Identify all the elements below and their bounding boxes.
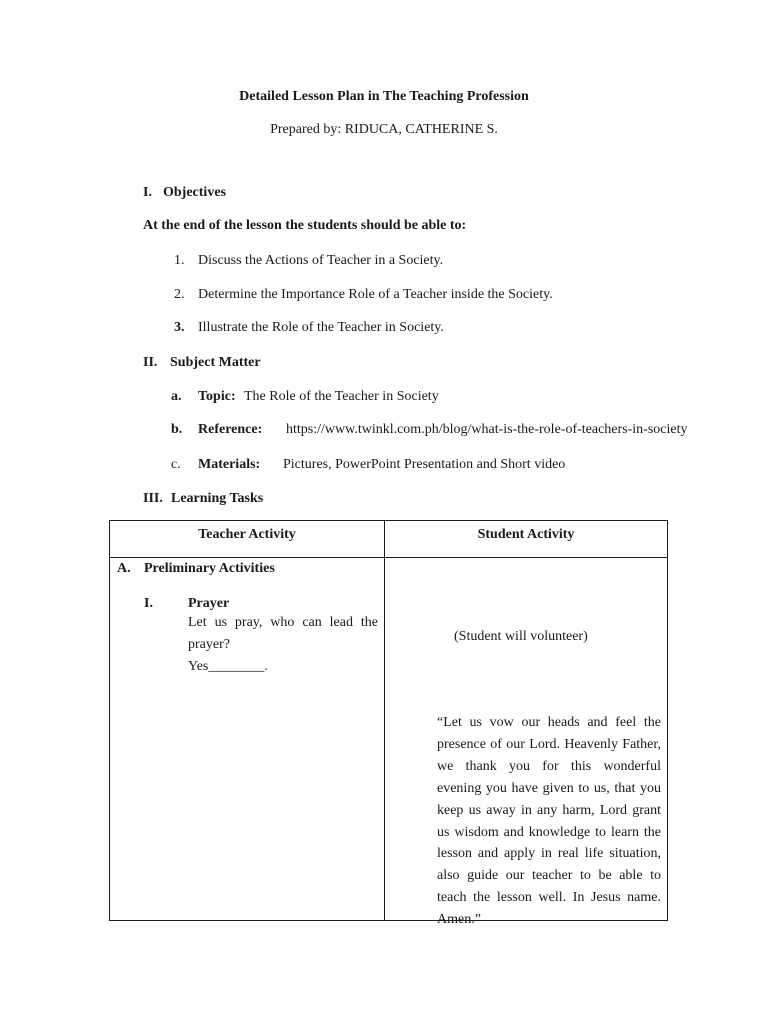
- learning-tasks-heading: Learning Tasks: [171, 491, 264, 506]
- student-activity-cell: [385, 558, 668, 928]
- teacher-activity-header: Teacher Activity: [198, 527, 296, 542]
- objective-2-number: 2.: [174, 287, 185, 302]
- topic-value: The Role of the Teacher in Society: [244, 389, 439, 404]
- learning-tasks-table: [109, 520, 668, 928]
- topic-label: Topic:: [198, 389, 236, 404]
- prepared-by: Prepared by: RIDUCA, CATHERINE S.: [270, 122, 498, 137]
- topic-marker: a.: [171, 389, 182, 404]
- teacher-activity-cell: [110, 558, 385, 921]
- subsection-title: Prayer: [188, 596, 230, 611]
- objective-2-text: Determine the Importance Role of a Teacher inside the Society.: [198, 287, 553, 302]
- student-volunteer: (Student will volunteer): [454, 629, 588, 644]
- learning-tasks-number: III.: [143, 491, 163, 506]
- objective-3-number: 3.: [174, 320, 185, 335]
- document-title: Detailed Lesson Plan in The Teaching Profession: [239, 89, 529, 104]
- objective-1-number: 1.: [174, 253, 185, 268]
- objective-3-text: Illustrate the Role of the Teacher in Society.: [198, 320, 444, 335]
- student-activity-header-cell: [385, 521, 668, 558]
- reference-label: Reference:: [198, 422, 263, 437]
- teacher-activity-header-cell: [110, 521, 385, 558]
- teacher-prompt-block: [188, 612, 378, 678]
- materials-label: Materials:: [198, 457, 261, 472]
- section-marker: A.: [117, 561, 131, 576]
- subsection-marker: I.: [144, 596, 153, 611]
- materials-value: Pictures, PowerPoint Presentation and Short video: [283, 457, 566, 472]
- student-activity-header: Student Activity: [477, 527, 575, 542]
- teacher-yes: Yes________.: [188, 659, 268, 674]
- objectives-number: I.: [143, 185, 152, 200]
- materials-marker: c.: [171, 457, 181, 472]
- reference-link[interactable]: https://www.twinkl.com.ph/blog/what-is-the-role-of-teachers-in-society: [286, 422, 688, 437]
- subject-matter-number: II.: [143, 355, 158, 370]
- objectives-intro: At the end of the lesson the students should be able to:: [143, 218, 467, 233]
- table-header-row: [110, 521, 668, 558]
- objective-1-text: Discuss the Actions of Teacher in a Society.: [198, 253, 444, 268]
- teacher-prompt: Let us pray, who can lead the prayer?: [188, 615, 378, 652]
- student-prayer: “Let us vow our heads and feel the presence of our Lord. Heavenly Father, we thank you for this wonderful evening you have given to us, that you keep us away in any harm, Lord grant us wisdom and knowledge to learn the lesson and apply in real life situation, also guide our teacher to be able to teach the lesson well. In Jesus name. Amen.”: [437, 715, 661, 928]
- reference-marker: b.: [171, 422, 183, 437]
- objectives-heading: Objectives: [163, 185, 226, 200]
- section-title: Preliminary Activities: [144, 561, 275, 576]
- subject-matter-heading: Subject Matter: [170, 355, 261, 370]
- table-row: [110, 558, 668, 921]
